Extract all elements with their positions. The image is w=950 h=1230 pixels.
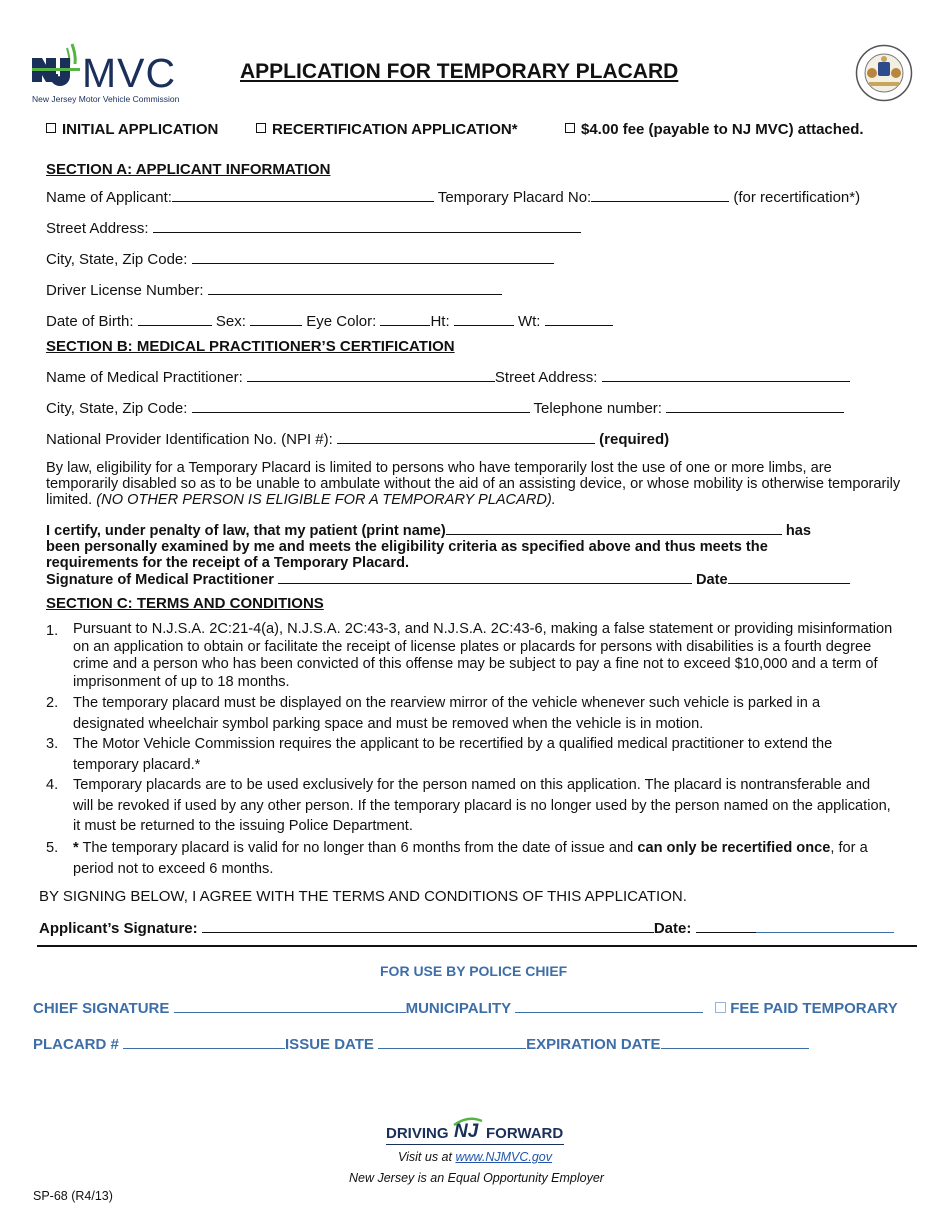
website-link[interactable]: www.NJMVC.gov	[455, 1150, 552, 1164]
npi-field[interactable]	[337, 429, 595, 444]
practitioner-name-field[interactable]	[247, 367, 495, 382]
ht-label: Ht:	[430, 313, 450, 330]
initial-application-option[interactable]	[46, 121, 218, 138]
municipality-label: MUNICIPALITY	[405, 1000, 511, 1017]
practitioner-street-label: Street Address:	[494, 369, 598, 386]
eye-label: Eye Color:	[306, 313, 377, 330]
placard-number-field[interactable]	[591, 187, 729, 202]
eye-field[interactable]	[380, 311, 430, 326]
phone-label: Telephone number:	[533, 400, 662, 417]
expiration-date-field[interactable]	[661, 1034, 809, 1049]
slogan-left: DRIVING	[386, 1125, 449, 1142]
logo-text: MVC	[82, 50, 177, 96]
npi-required: (required)	[599, 431, 670, 448]
visit-line	[398, 1150, 552, 1164]
term-text: The temporary placard must be displayed on the rearview mirror of the vehicle whenever such vehicle is parked in a designated wheelchair symbol parking space and must be removed when the vehicle is in motion.	[73, 695, 821, 732]
practitioner-city-label: City, State, Zip Code:	[46, 400, 188, 417]
applicant-signature-row	[39, 918, 894, 937]
term-text: The Motor Vehicle Commission requires the applicant to be recertified by a qualified medical practitioner to extend the temporary placard.*	[73, 736, 833, 773]
section-a-heading: SECTION A: APPLICANT INFORMATION	[46, 161, 331, 178]
eligibility-note: (NO OTHER PERSON IS ELIGIBLE FOR A TEMPORARY PLACARD).	[96, 492, 556, 508]
placard-row	[33, 1034, 809, 1053]
recert-label: RECERTIFICATION APPLICATION*	[272, 121, 518, 138]
placard-number-field[interactable]	[123, 1034, 285, 1049]
slogan-right: FORWARD	[486, 1125, 564, 1142]
applicant-name-label: Name of Applicant:	[46, 189, 172, 206]
form-code: SP-68 (R4/13)	[33, 1189, 113, 1203]
initial-checkbox[interactable]	[46, 123, 56, 133]
applicant-date-label: Date:	[653, 920, 692, 937]
fee-paid-label: FEE PAID TEMPORARY	[730, 1000, 898, 1017]
applicant-date-field-ext	[756, 918, 894, 933]
term-text: Pursuant to N.J.S.A. 2C:21-4(a), N.J.S.A. 2C:43-3, and N.J.S.A. 2C:43-6, making a false statement or providing misinformation on an application to obtain or facilitate the receipt of license plates or placards for persons with disabilities is a fourth degree crime and a person who has been convicted of this offense may be subject to pay a fine not to exceed $10,000 and a term of imprisonment of up to 18 months.	[73, 621, 893, 691]
fee-checkbox[interactable]	[565, 123, 575, 133]
logo-subtitle: New Jersey Motor Vehicle Commission	[32, 94, 180, 104]
divider	[37, 945, 917, 947]
agreement-statement: BY SIGNING BELOW, I AGREE WITH THE TERMS AND CONDITIONS OF THIS APPLICATION.	[39, 888, 687, 905]
certify-start: I certify, under penalty of law, that my patient (print name)	[46, 523, 446, 539]
npi-row	[46, 429, 669, 448]
term-number: 5.	[46, 840, 59, 856]
municipality-field[interactable]	[515, 998, 703, 1013]
term-text: Temporary placards are to be used exclusively for the person named on this application. The placard is nontransferable and will be revoked if used by any other person. If the temporary placard is no longer used by the person named on the application, it must be returned to the issuing Police Department.	[73, 777, 891, 834]
placard-number-label: PLACARD #	[33, 1036, 119, 1053]
eoe-statement: New Jersey is an Equal Opportunity Employer	[349, 1171, 604, 1185]
eligibility-text: By law, eligibility for a Temporary Placard is limited to persons who have temporarily lost the use of one or more limbs, are temporarily disabled so as to be unable to ambulate without the aid of an assisting device, or whose mobility is otherwise temporarily limited.	[46, 460, 901, 508]
term-number: 2.	[46, 695, 59, 711]
practitioner-date-field[interactable]	[728, 571, 850, 584]
applicant-street-row	[46, 218, 581, 237]
issue-date-label: ISSUE DATE	[285, 1036, 374, 1053]
wt-field[interactable]	[545, 311, 613, 326]
section-b-heading: SECTION B: MEDICAL PRACTITIONER’S CERTIFICATION	[46, 338, 455, 355]
section-c-heading: SECTION C: TERMS AND CONDITIONS	[46, 595, 324, 612]
fee-paid-checkbox[interactable]	[715, 1002, 726, 1013]
sex-field[interactable]	[250, 311, 302, 326]
njmvc-logo	[32, 42, 182, 106]
practitioner-street-field[interactable]	[602, 367, 850, 382]
expiration-date-label: EXPIRATION DATE	[526, 1036, 661, 1053]
term5-bold: can only be recertified once	[637, 840, 831, 856]
applicant-signature-field[interactable]	[202, 918, 654, 933]
term-number: 4.	[46, 777, 59, 793]
certification-block	[46, 522, 906, 588]
chief-row	[33, 998, 898, 1017]
street-field[interactable]	[153, 218, 581, 233]
applicant-city-row	[46, 249, 554, 268]
city-label: City, State, Zip Code:	[46, 251, 188, 268]
state-seal-icon	[855, 44, 913, 102]
ht-field[interactable]	[454, 311, 514, 326]
practitioner-name-row	[46, 367, 850, 386]
physical-info-row	[46, 311, 613, 330]
recert-checkbox[interactable]	[256, 123, 266, 133]
eligibility-paragraph	[46, 460, 906, 508]
fee-option[interactable]	[565, 121, 864, 138]
term5-star: *	[73, 840, 79, 856]
practitioner-name-label: Name of Medical Practitioner:	[46, 369, 243, 386]
certify-rest: been personally examined by me and meets the eligibility criteria as specified above and thus meets the requirements for the receipt of a Temporary Placard.	[46, 539, 768, 571]
applicant-name-field[interactable]	[172, 187, 434, 202]
practitioner-city-row	[46, 398, 844, 417]
fee-label: $4.00 fee (payable to NJ MVC) attached.	[581, 121, 864, 138]
recertification-option[interactable]	[256, 121, 518, 138]
term5-text-b: , for a period not to exceed 6 months.	[73, 840, 868, 877]
practitioner-date-label: Date	[696, 572, 728, 588]
npi-label: National Provider Identification No. (NPI #):	[46, 431, 333, 448]
placard-number-note: (for recertification*)	[733, 189, 861, 206]
term5-text-a: The temporary placard is valid for no longer than 6 months from the date of issue and	[78, 840, 638, 856]
police-heading: FOR USE BY POLICE CHIEF	[380, 963, 568, 979]
dob-label: Date of Birth:	[46, 313, 134, 330]
chief-signature-field[interactable]	[174, 998, 406, 1013]
practitioner-city-field[interactable]	[192, 398, 530, 413]
driving-forward-logo	[386, 1117, 566, 1147]
nj-logo-icon	[32, 42, 80, 92]
initial-label: INITIAL APPLICATION	[62, 121, 219, 138]
swoosh-icon	[452, 1117, 484, 1127]
visit-text: Visit us at	[398, 1150, 452, 1164]
term-number: 1.	[46, 623, 59, 639]
street-label: Street Address:	[46, 220, 149, 237]
slogan-underline	[386, 1144, 564, 1145]
certify-has: has	[785, 523, 811, 539]
practitioner-signature-field[interactable]	[278, 571, 692, 584]
chief-signature-label: CHIEF SIGNATURE	[33, 1000, 170, 1017]
term-number: 3.	[46, 736, 59, 752]
applicant-date-field[interactable]	[696, 918, 756, 933]
city-field[interactable]	[192, 249, 554, 264]
applicant-name-row	[46, 187, 860, 206]
dob-field[interactable]	[138, 311, 212, 326]
license-field[interactable]	[208, 280, 502, 295]
sex-label: Sex:	[215, 313, 246, 330]
license-row	[46, 280, 502, 299]
patient-name-field[interactable]	[446, 522, 782, 535]
practitioner-signature-label: Signature of Medical Practitioner	[46, 572, 274, 588]
slogan-mid: NJ	[454, 1121, 479, 1142]
issue-date-field[interactable]	[378, 1034, 526, 1049]
phone-field[interactable]	[666, 398, 844, 413]
license-label: Driver License Number:	[46, 282, 204, 299]
placard-number-label: Temporary Placard No:	[437, 189, 592, 206]
wt-label: Wt:	[517, 313, 541, 330]
page-title: APPLICATION FOR TEMPORARY PLACARD	[240, 60, 679, 83]
applicant-signature-label: Applicant’s Signature:	[39, 920, 198, 937]
